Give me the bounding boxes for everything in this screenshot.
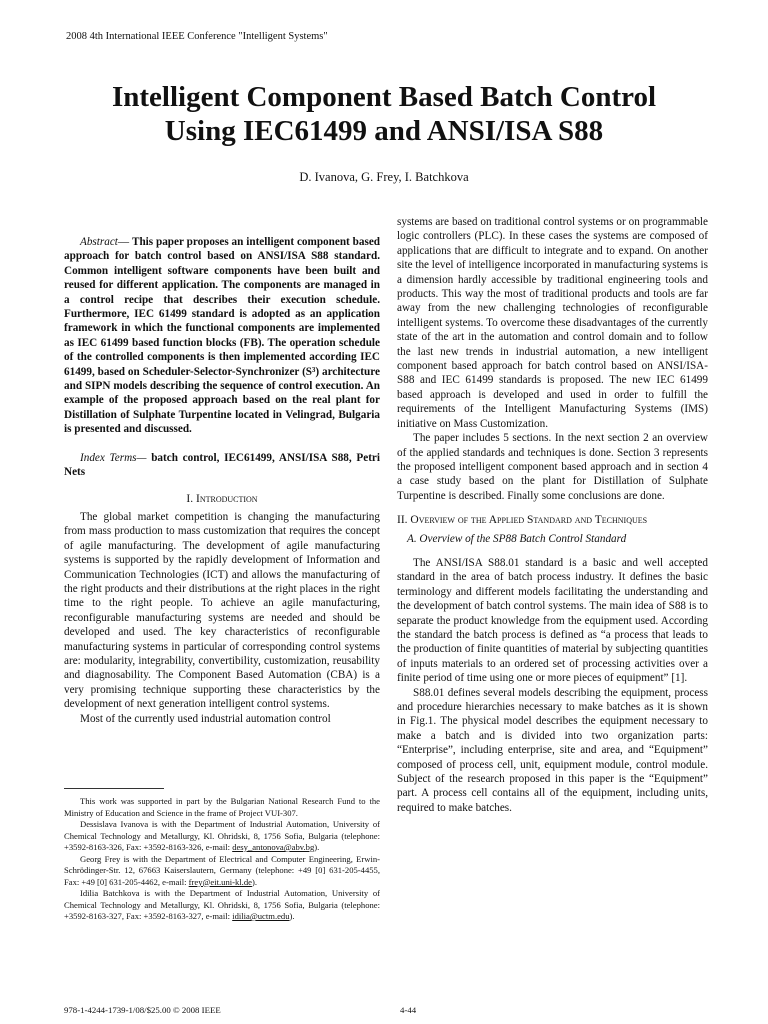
paper-title <box>40 80 728 148</box>
footnote-author-3: Idilia Batchkova is with the Department of Industrial Automation, University of Chemical Technology and Metallurgy, Kl. Ohridski, 8, 1756 Sofia, Bulgaria (telephone: +3592-8163-327, Fax: +3592-8163-327, e-mail: idilia@uctm.edu). <box>64 888 380 921</box>
title-line-1: Intelligent Component Based Batch Control <box>111 81 657 113</box>
intro-paragraph-2: Most of the currently used industrial automation control <box>80 712 331 725</box>
email-link-frey[interactable]: frey@eit.uni-kl.de <box>188 876 252 887</box>
index-terms-label: Index Terms <box>80 451 137 464</box>
email-link-ivanova[interactable]: desy_antonova@abv.bg <box>232 842 315 852</box>
abstract-label: Abstract <box>80 236 118 248</box>
abstract: Abstract— This paper proposes an intelligent component based approach for batch control based on ANSI/ISA S88 standard. Common intelligent software components have been built and reused for different application. The components are managed in a control recipe that describes their execution schedule. Furthermore, IEC 61499 standard is adopted as an application framework in which the functional components are implemented as IEC 61499 based function blocks (FB). The operation schedule of the controlled components is then implemented according IEC 61499, based on Scheduler-Selector-Synchronizer (S³) architecture and SIPN models describing the sequence of control execution. An example of the proposed approach based on the real plant for Distillation of Sulphate Turpentine located in Velingrad, Bulgaria is presented and discussed. <box>64 236 381 436</box>
section-2a-paragraph-2: S88.01 defines several models describing the equipment, process and procedure hierarchies necessary to make batches as it is shown in Fig.1. The physical model describes the equipment necessary to make a batch and is divided into two organization parts: “Enterprise”, including enterprise, site and area, and “Equipment” composed of process cell, unit, equipment module, control module. Subject of the research proposed in this paper is the “Equipment” part. A process cell contains all of the equipment, including units, required to make batches. <box>397 686 708 814</box>
section-2a-paragraph-1: The ANSI/ISA S88.01 standard is a basic and well accepted standard in the area of batch process industry. It defines the basic terminology and different models facilitating the understanding and the development of batch control systems. The main idea of S88 is to separate the product knowledge from the equipment used. According the standard the batch process is defined as “a process that leads to the production of finite quantities of material by subjecting quantities of inputs materials to an ordered set of processing activities over a finite period of time using one or more pieces of equipment” [1]. <box>397 556 708 685</box>
authors: D. Ivanova, G. Frey, I. Batchkova <box>299 170 469 184</box>
footnote-author-1: Dessislava Ivanova is with the Department of Industrial Automation, University of Chemical Technology and Metallurgy, Kl. Ohridski, 8, 1756 Sofia, Bulgaria (telephone: +3592-8163-326, Fax: +3592-8163-326, e-mail: desy_antonova@abv.bg). <box>64 819 380 852</box>
right-column <box>397 215 708 815</box>
index-terms: Index Terms— batch control, IEC61499, ANSI/ISA S88, Petri Nets <box>64 451 380 479</box>
abstract-text: This paper proposes an intelligent component based approach for batch control based on ANSI/ISA S88 standard. Common intelligent software components have been built and reused for different application. The components are managed in a control recipe that describes their execution schedule. Furthermore, IEC 61499 standard is adopted as an application framework in which the functional components are implemented as IEC 61499 based function blocks (FB). The operation schedule of the controlled components is then implemented according IEC 61499, based on Scheduler-Selector-Synchronizer (S³) architecture and SIPN models describing the sequence of control execution. An example of the proposed approach based on the real plant for Distillation of Sulphate Turpentine located in Velingrad, Bulgaria is presented and discussed. <box>64 236 381 436</box>
title-line-2: Using IEC61499 and ANSI/ISA S88 <box>164 115 604 147</box>
footnote-author-2: Georg Frey is with the Department of Electrical and Computer Engineering, Erwin-Schrödinger-Str. 12, 67663 Kaiserslautern, Germany (telephone: +49 [0] 631-205-4455, Fax: +49 [0] 631-205-4462, e-mail: frey@eit.uni-kl.de). <box>64 853 380 887</box>
footnote-rule <box>64 788 164 789</box>
section-2-heading: II. Overview of the Applied Standard and Techniques <box>397 514 648 527</box>
email-link-batchkova[interactable]: idilia@uctm.edu <box>232 911 290 921</box>
footnote-funding: This work was supported in part by the Bulgarian National Research Fund to the Ministry of Education and Science in the frame of Project VUI-307. <box>64 796 380 818</box>
footer-copyright: 978-1-4244-1739-1/08/$25.00 © 2008 IEEE <box>64 1005 221 1015</box>
page-number: 4-44 <box>400 1005 417 1015</box>
intro-paragraph-2-continued: systems are based on traditional control systems or on programmable logic controllers (PLC). In these cases the systems are composed of applications that are difficult to integrate and to expand. On another site the level of intelligence incorporated in manufacturing systems is a dimension hardly accessible by traditional engineering tools and products. This way the most of traditional products and tools are far away from the new challenging technologies of reconfigurable intelligent systems. To overcome these disadvantages of the currently state of the art in the automation and control domain and to follow the last new trends in industrial automation, a new intelligent component based approach for batch control based on ANSI/ISA-S88 and IEC 61499 standards is proposed. The new IEC 61499 based approach is developed and used in order to fulfill the requirements of the Intelligent Manufacturing Systems (IMS) initiative on Mass Customization. <box>397 216 708 430</box>
left-column <box>64 235 380 726</box>
footnotes <box>64 796 380 923</box>
index-terms-text: batch control, IEC61499, ANSI/ISA S88, Petri Nets <box>64 451 380 479</box>
section-1-heading: I. Introduction <box>186 492 258 505</box>
section-2a-heading: A. Overview of the SP88 Batch Control Standard <box>407 532 627 545</box>
intro-paragraph-3: The paper includes 5 sections. In the next section 2 an overview of the applied standards and techniques is done. Section 3 represents the proposed intelligent component based approach and in section 4 a case study based on the plant for Distillation of Sulphate Turpentine is described. Finally some conclusions are done. <box>397 432 708 502</box>
intro-paragraph-1: The global market competition is changing the manufacturing from mass production to mass customization that requires the concept of agile manufacturing. The development of agile manufacturing systems is supported by the rapidly development of Information and Communication Technologies (ICT) and allows the manufacturing of the right products and their distributions at the right places in the right time to the right people. To achieve an agile manufacturing, reconfigurable manufacturing systems are needed and should be developed and used. The key characteristics of reconfigurable manufacturing systems in particular of corresponding control systems are: modularity, integrability, convertibility, customization, reusability and diagnosability. The Component Based Automation (CBA) is a very promising technique supporting these characteristics by the development of next generation intelligent control systems. <box>64 510 380 711</box>
conference-header: 2008 4th International IEEE Conference "Intelligent Systems" <box>66 31 328 42</box>
